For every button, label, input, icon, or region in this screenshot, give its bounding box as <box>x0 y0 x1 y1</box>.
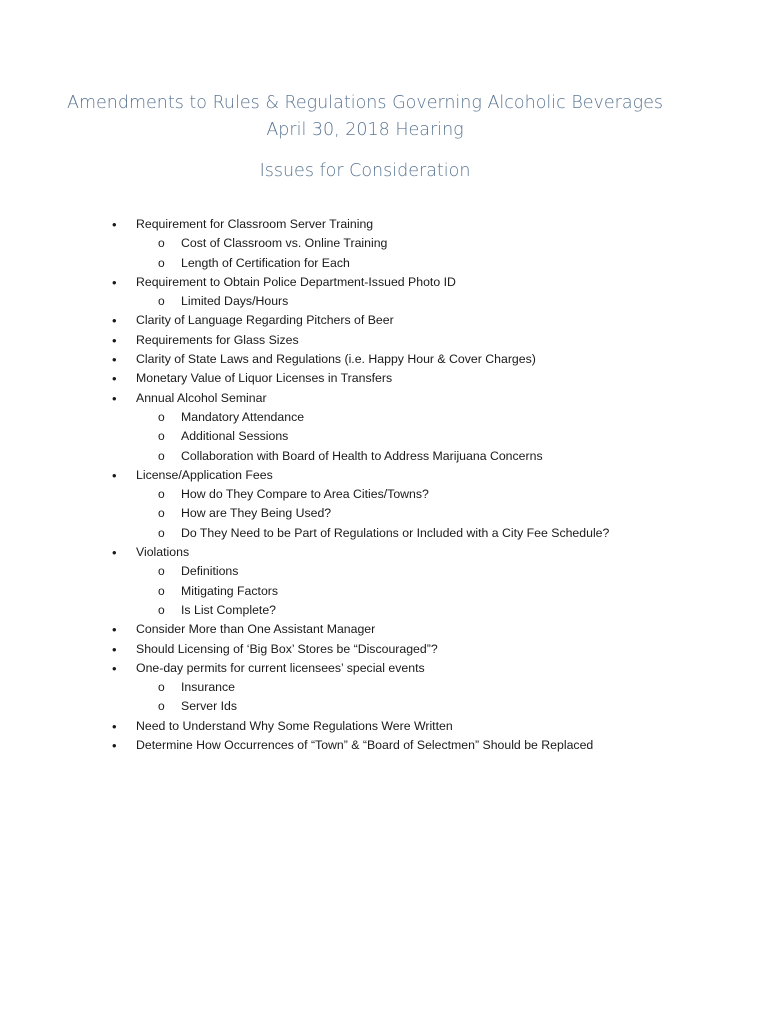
bullet-icon: • <box>112 390 117 406</box>
issues-list <box>0 215 770 755</box>
list-item <box>0 311 770 330</box>
hearing-date: April 30, 2018 Hearing <box>266 120 464 140</box>
sub-list-item <box>0 408 770 427</box>
list-item-text: Insurance <box>181 680 236 695</box>
sub-bullet-icon: o <box>158 409 165 424</box>
list-item <box>0 389 770 408</box>
bullet-icon: • <box>112 718 117 734</box>
list-item <box>0 331 770 350</box>
list-item-text: Should Licensing of ‘Big Box’ Stores be “Discouraged”? <box>136 641 438 656</box>
list-item <box>0 620 770 639</box>
sub-bullet-icon: o <box>158 525 165 540</box>
list-item-text: Determine How Occurrences of “Town” & “Board of Selectmen” Should be Replaced <box>136 738 594 753</box>
list-item <box>0 659 770 678</box>
list-item <box>0 543 770 562</box>
list-item <box>0 350 770 369</box>
sub-bullet-icon: o <box>158 564 165 579</box>
sub-bullet-icon: o <box>158 294 165 309</box>
sub-list-item <box>0 582 770 601</box>
bullet-icon: • <box>112 545 117 561</box>
list-item-text: Do They Need to be Part of Regulations or Included with a City Fee Schedule? <box>181 525 610 540</box>
list-item-text: Need to Understand Why Some Regulations Were Written <box>136 718 453 733</box>
list-item <box>0 215 770 234</box>
list-item-text: How are They Being Used? <box>181 506 332 521</box>
bullet-icon: • <box>112 660 117 676</box>
sub-list-item <box>0 447 770 466</box>
list-item <box>0 273 770 292</box>
sub-bullet-icon: o <box>158 583 165 598</box>
bullet-icon: • <box>112 274 117 290</box>
bullet-icon: • <box>112 217 117 232</box>
list-item <box>0 717 770 736</box>
list-item-text: Monetary Value of Liquor Licenses in Transfers <box>136 371 393 386</box>
bullet-icon: • <box>112 622 117 638</box>
sub-list-item <box>0 504 770 523</box>
sub-list-item <box>0 234 770 253</box>
list-item-text: Collaboration with Board of Health to Address Marijuana Concerns <box>181 448 543 463</box>
list-item-text: Mandatory Attendance <box>181 409 305 424</box>
sub-bullet-icon: o <box>158 506 165 521</box>
list-item-text: Requirement for Classroom Server Training <box>136 217 374 231</box>
sub-list-item <box>0 601 770 620</box>
list-item-text: Is List Complete? <box>181 602 277 617</box>
bullet-icon: • <box>112 352 117 368</box>
sub-bullet-icon: o <box>158 487 165 502</box>
list-item-text: License/Application Fees <box>136 467 273 482</box>
list-item <box>0 736 770 755</box>
sub-bullet-icon: o <box>158 236 165 251</box>
bullet-icon: • <box>112 738 117 754</box>
sub-bullet-icon: o <box>158 429 165 444</box>
sub-list-item <box>0 485 770 504</box>
document-title: Amendments to Rules & Regulations Governing Alcoholic Beverages <box>67 93 663 113</box>
document-subtitle: Issues for Consideration <box>259 161 471 181</box>
list-item <box>0 640 770 659</box>
sub-list-item <box>0 678 770 697</box>
list-item-text: One-day permits for current licensees’ special events <box>136 660 425 675</box>
list-item-text: Limited Days/Hours <box>181 294 289 309</box>
list-item-text: Length of Certification for Each <box>181 255 350 270</box>
sub-list-item <box>0 524 770 543</box>
sub-bullet-icon: o <box>158 255 165 270</box>
list-item-text: How do They Compare to Area Cities/Towns? <box>181 487 429 502</box>
list-item-text: Cost of Classroom vs. Online Training <box>181 236 388 251</box>
bullet-icon: • <box>112 313 117 329</box>
list-item <box>0 466 770 485</box>
bullet-icon: • <box>112 641 117 657</box>
sub-list-item <box>0 292 770 311</box>
bullet-icon: • <box>112 332 117 348</box>
sub-list-item <box>0 427 770 446</box>
sub-bullet-icon: o <box>158 602 165 617</box>
sub-bullet-icon: o <box>158 448 165 463</box>
list-item-text: Server Ids <box>181 699 238 714</box>
sub-list-item <box>0 562 770 581</box>
list-item-text: Consider More than One Assistant Manager <box>136 622 376 637</box>
bullet-icon: • <box>112 371 117 387</box>
bullet-icon: • <box>112 467 117 483</box>
sub-list-item <box>0 254 770 273</box>
list-item-text: Additional Sessions <box>181 429 289 444</box>
list-item-text: Annual Alcohol Seminar <box>136 390 267 405</box>
list-item-text: Definitions <box>181 564 239 579</box>
list-item <box>0 369 770 388</box>
sub-bullet-icon: o <box>158 680 165 695</box>
list-item-text: Clarity of State Laws and Regulations (i.e. Happy Hour & Cover Charges) <box>136 352 536 367</box>
list-item-text: Violations <box>136 545 190 560</box>
sub-list-item <box>0 697 770 716</box>
sub-bullet-icon: o <box>158 699 165 714</box>
list-item-text: Clarity of Language Regarding Pitchers of Beer <box>136 313 394 328</box>
list-item-text: Requirement to Obtain Police Department-Issued Photo ID <box>136 274 456 289</box>
list-item-text: Mitigating Factors <box>181 583 279 598</box>
list-item-text: Requirements for Glass Sizes <box>136 332 299 347</box>
